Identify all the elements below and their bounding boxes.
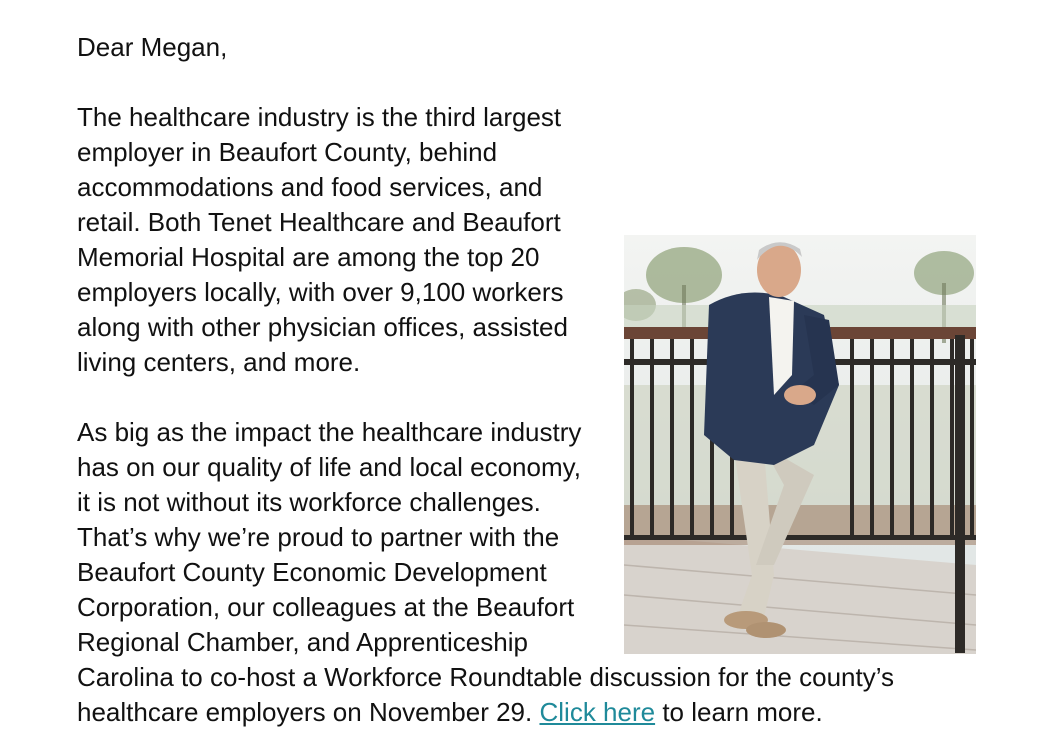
click-here-link[interactable]: Click here [539, 697, 656, 727]
learn-more-text: to learn more. [662, 697, 823, 727]
greeting: Dear Megan, [77, 32, 228, 62]
paragraph-roundtable-text: As big as the impact the healthcare industry has on our quality of life and local economy, it is not without its workforce challenges. That’s why we’re proud to partner with the Beaufort County Economic Development Corporation, our colleagues at the Beaufort Regional Chamber, and Apprenticeship Carolina to co-host a Workforce Roundtable discussion for the county’s healthcare employers on November 29. [77, 417, 895, 727]
paragraph-industry-overview: The healthcare industry is the third largest employer in Beaufort County, behind accommodations and food services, and retail. Both Tenet Healthcare and Beaufort Memorial Hospital are among the top 20 employers locally, with over 9,100 workers along with other physician offices, assisted living centers, and more. [77, 102, 568, 377]
portrait-photo [624, 235, 976, 654]
email-body [77, 30, 977, 730]
